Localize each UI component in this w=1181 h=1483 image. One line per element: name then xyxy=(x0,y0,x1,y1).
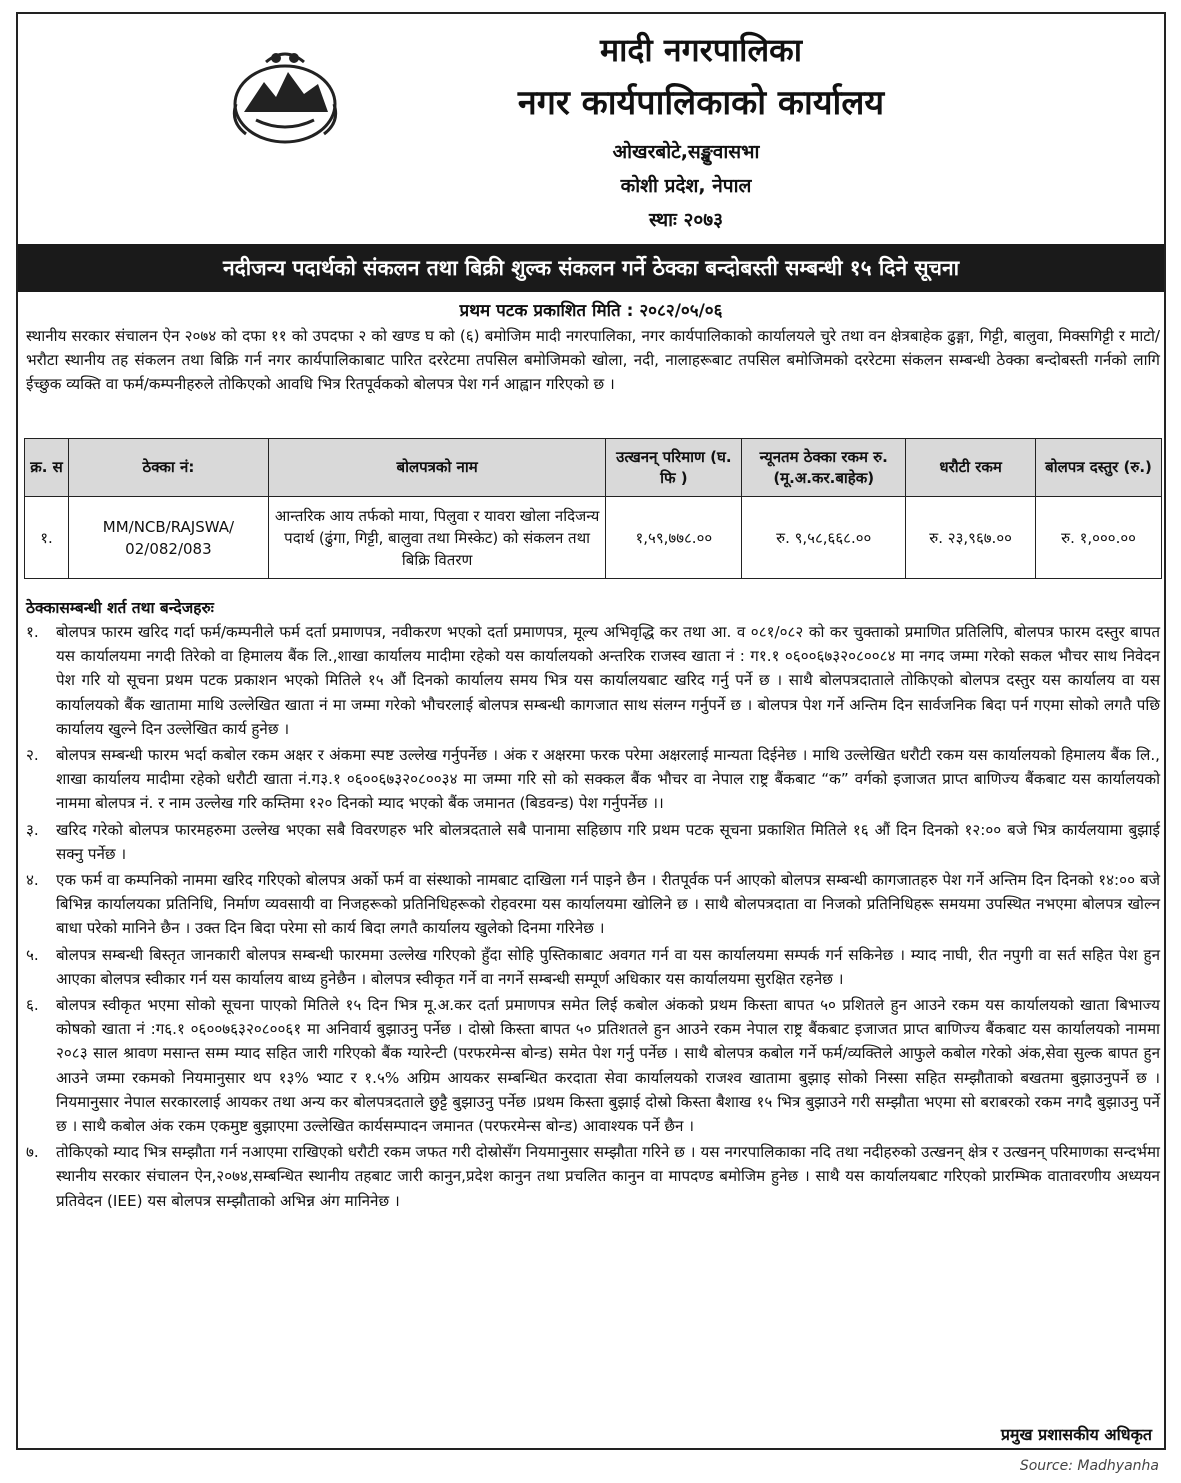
col-header-fee: बोलपत्र दस्तुर (रु.) xyxy=(1036,439,1162,497)
condition-number: ६. xyxy=(26,996,39,1015)
first-published-date: प्रथम पटक प्रकाशित मिति : २०८२/०५/०६ xyxy=(459,301,723,321)
list-item xyxy=(26,993,1160,1138)
condition-text: बोलपत्र फारम खरिद गर्दा फर्म/कम्पनीले फर्म दर्ता प्रमाणपत्र, नवीकरण भएको दर्ता प्रमाणपत्र, मूल्य अभिवृद्धि कर तथा आ. व ०८१/०८२ को कर चुक्ताको प्रमाणित प्रतिलिपि, बोलपत्र फारम दस्तुर बापत यस कार्यालयमा नगदी तिरेको वा हिमालय बैंक लि.,शाखा कार्यालय मादीमा रहेको यस कार्यालयको अन्तरिक राजस्व खाता नं : ग१.१ ०६००६७३२०८००८४ मा नगद जम्मा गरेको सकल भौचर साथ निवेदन पेश गरि यो सूचना प्रथम पटक प्रकाशन भएको मितिले १५ औं दिनको कार्यालय समय भित्र यस कार्यालयबाट खरिद गर्नु पर्ने छ । साथै बोलपत्रदाताले तोकिएको बोलपत्र दस्तुर यस कार्यालय वा यस कार्यालयको बैंक खातामा माथि उल्लेखित खाता नं मा जम्मा गरेको भौचरलाई बोलपत्र सम्बन्धी कागजात साथ संलग्न गर्नुपर्ने छ । बोलपत्र पेश गर्ने अन्तिम दिन सार्वजनिक बिदा पर्न गएमा सोको लगतै पछि कार्यालय खुल्ने दिन उल्लेखित कार्य हुनेछ । xyxy=(56,623,1160,738)
condition-number: १. xyxy=(26,623,39,641)
established-year: स्थाः २०७३ xyxy=(648,209,724,231)
col-header-deposit: धरौटी रकम xyxy=(906,439,1036,497)
tender-table xyxy=(24,438,1162,579)
col-header-quantity: उत्खनन् परिमाण (घ. फि ) xyxy=(606,439,742,497)
office-address: ओखरबोटे,सङ्खुवासभा xyxy=(612,141,760,163)
conditions-title: ठेक्कासम्बन्धी शर्त तथा बन्देजहरुः xyxy=(26,599,214,617)
list-item xyxy=(26,943,1160,991)
cell-quantity: १,५९,७७८.०० xyxy=(606,497,742,579)
cell-sn: १. xyxy=(25,497,69,579)
notice-title-banner: नदीजन्य पदार्थको संकलन तथा बिक्री शुल्क संकलन गर्ने ठेक्का बन्दोबस्ती सम्बन्धी १५ दिने सूचना xyxy=(18,244,1164,292)
cell-deposit: रु. २३,९६७.०० xyxy=(906,497,1036,579)
office-name: नगर कार्यपालिकाको कार्यालय xyxy=(517,83,885,123)
condition-text: तोकिएको म्याद भित्र सम्झौता गर्न नआएमा राखिएको धरौटी रकम जफत गरी दोस्रोसँग नियमानुसार सम्झौता गरिने छ । यस नगरपालिकाका नदि तथा नदीहरुको उत्खनन् क्षेत्र र उत्खनन् परिमाणका सन्दर्भमा स्थानीय सरकार संचालन ऐन,२०७४,सम्बन्धित स्थानीय तहबाट जारी कानुन,प्रदेश कानुन तथा प्रचलित कानुन वा मापदण्ड बमोजिम हुनेछ । साथै यस कार्यालयबाट गरिएको प्रारम्भिक वातावरणीय अध्ययन प्रतिवेदन (IEE) यस बोलपत्र सम्झौताको अभिन्न अंग मानिनेछ । xyxy=(56,1143,1160,1210)
condition-number: ७. xyxy=(26,1143,39,1162)
condition-text: बोलपत्र सम्बन्धी बिस्तृत जानकारी बोलपत्र सम्बन्धी फारममा उल्लेख गरिएको हुँदा सोहि पुस्तिकाबाट अवगत गर्न वा यस कार्यालयमा सम्पर्क गर्न सकिनेछ । म्याद नाघी, रीत नपुगी वा सर्त सहित पेश हुन आएका बोलपत्र स्वीकार गर्न यस कार्यालय बाध्य हुनेछैन । बोलपत्र स्वीकृत गर्ने वा नगर्ने सम्बन्धी सम्पूर्ण अधिकार यस कार्यालयमा सुरक्षित रहनेछ । xyxy=(56,945,1160,988)
list-item xyxy=(26,620,1160,741)
source-credit: Source: Madhyanha xyxy=(1019,1458,1159,1474)
list-item xyxy=(26,868,1160,941)
col-header-min-amount: न्यूनतम ठेक्का रकम रु. (मू.अ.कर.बाहेक) xyxy=(742,439,906,497)
list-item xyxy=(26,743,1160,816)
cell-fee: रु. १,०००.०० xyxy=(1036,497,1162,579)
condition-text: बोलपत्र स्वीकृत भएमा सोको सूचना पाएको मितिले १५ दिन भित्र मू.अ.कर दर्ता प्रमाणपत्र समेत लिई कबोल अंकको प्रथम किस्ता बापत ५० प्रशितले हुन आउने रकम यस कार्यालयको खाता बिभाज्य कोषको खाता नं :ग६.१ ०६००७६३२०८००६१ मा अनिवार्य बुझाउनु पर्नेछ । दोस्रो किस्ता बापत ५० प्रतिशतले हुन आउने रकम नेपाल राष्ट्र बैंकबाट इजाजत प्राप्त बाणिज्य बैंकबाट यस कार्यालयको नाममा २०८३ साल श्रावण मसान्त सम्म म्याद सहित जारी गरिएको बैंक ग्यारेन्टी (परफरमेन्स बोन्ड) समेत पेश गर्नु पर्नेछ । साथै बोलपत्र कबोल गर्ने फर्म/व्यक्तिले आफुले कबोल गरेको अंक,सेवा सुल्क बापत हुन आउने जम्मा रकमको नियमानुसार थप १३% भ्याट र १.५% अग्रिम आयकर सम्बन्धित करदाता सेवा कार्यालयको राजश्व खातामा बुझाइ सोको निस्सा सहित सम्झौताको बखतमा बुझाउनुपर्ने छ । नियमानुसार नेपाल सरकारलाई आयकर तथा अन्य कर बोलपत्रदताले छुट्टै बुझाउनु पर्नेछ ।प्रथम किस्ता बुझाई दोस्रो किस्ता बैशाख १५ भित्र बुझाउने गरी सम्झौता भएमा सो बराबरको रकम नगदै बुझाउनु पर्ने छ । साथै कबोल अंक रकम एकमुष्ट बुझाएमा उल्लेखित कार्यसम्पादन जमानत (परफरमेन्स बोन्ड) आवाश्यक पर्ने छैन । xyxy=(56,996,1160,1136)
municipality-name: मादी नगरपालिका xyxy=(599,31,803,69)
signature-line: प्रमुख प्रशासकीय अधिकृत xyxy=(1000,1425,1152,1444)
condition-number: ४. xyxy=(26,871,39,890)
col-header-sn: क्र. स xyxy=(25,439,69,497)
intro-paragraph: स्थानीय सरकार संचालन ऐन २०७४ को दफा ११ को उपदफा २ को खण्ड घ को (६) बमोजिम मादी नगरपालिका, नगर कार्यपालिकाको कार्यालयले चुरे तथा वन क्षेत्रबाहेक ढुङ्गा, गिट्टी, बालुवा, मिक्सगिट्टी र माटो/भरौटा स्थानीय तह संकलन तथा बिक्रि गर्न नगर कार्यपालिकाबाट पारित दररेटमा तपसिल बमोजिमको खोला, नदी, नालाहरूबाट तपसिल बमोजिमको दररेटमा संकलन सम्बन्धी ठेक्का बन्दोबस्ती गर्नको लागि ईच्छुक व्यक्ति वा फर्म/कम्पनीहरुले तोकिएको आवधि भित्र रितपूर्वकको बोलपत्र पेश गर्न आह्वान गरिएको छ । xyxy=(26,327,1160,393)
cell-tender-name: आन्तरिक आय तर्फको माया, पिलुवा र यावरा खोला नदिजन्य पदार्थ (ढुंगा, गिट्टी, बालुवा तथा मिस्केट) को संकलन तथा बिक्रि वितरण xyxy=(268,497,606,579)
list-item xyxy=(26,1140,1160,1213)
table-row xyxy=(25,497,1162,579)
condition-text: खरिद गरेको बोलपत्र फारमहरुमा उल्लेख भएका सबै विवरणहरु भरि बोलत्रदताले सबै पानामा सहिछाप गरि प्रथम पटक सूचना प्रकाशित मितिले १६ औं दिन दिनको १२:०० बजे भित्र कार्यलयामा बुझाई सक्नु पर्नेछ । xyxy=(56,820,1160,863)
col-header-contract-no: ठेक्का नं: xyxy=(68,439,268,497)
condition-number: ५. xyxy=(26,945,39,964)
condition-text: बोलपत्र सम्बन्धी फारम भर्दा कबोल रकम अक्षर र अंकमा स्पष्ट उल्लेख गर्नुपर्नेछ । अंक र अक्षरमा फरक परेमा अक्षरलाई मान्यता दिईनेछ । माथि उल्लेखित धरौटी रकम यस कार्यालयको हिमालय बैंक लि., शाखा कार्यालय मादीमा रहेको धरौटी खाता नं.ग३.१ ०६००६७३२०८००३४ मा जम्मा गरि सो को सक्कल बैंक भौचर वा नेपाल राष्ट्र बैंकबाट “क” वर्गको इजाजत प्राप्त बाणिज्य बैंकबाट यस कार्यालयको नाममा बोलपत्र नं. र नाम उल्लेख गरि कम्तिमा १२० दिनको म्याद भएको बैंक जमानत (बिडवन्ड) पेश गर्नुपर्नेछ ।। xyxy=(56,746,1160,813)
col-header-tender-name: बोलपत्रको नाम xyxy=(268,439,606,497)
cell-min-amount: रु. ९,५८,६६८.०० xyxy=(742,497,906,579)
list-item xyxy=(26,818,1160,866)
office-province: कोशी प्रदेश, नेपाल xyxy=(620,175,752,197)
table-header-row xyxy=(25,439,1162,497)
condition-text: एक फर्म वा कम्पनिको नाममा खरिद गरिएको बोलपत्र अर्को फर्म वा संस्थाको नामबाट दाखिला गर्न पाइने छैन । रीतपूर्वक पर्न आएको बोलपत्र सम्बन्धी कागजातहरु पेश गर्ने अन्तिम दिन दिनको १४:०० बजे बिभिन्न कार्यालयका प्रतिनिधि, निर्माण व्यवसायी वा निजहरूको प्रतिनिधिहरूको रोहवरमा यस कार्यालयमा खोलिने छ । साथै बोलपत्रदाता वा निजको प्रतिनिधिहरू समयमा उपस्थित नभएमा बोलपत्र खोल्न बाधा परेको मानिने छैन । उक्त दिन बिदा परेमा सो कार्य बिदा लगतै कार्यालय खुलेको दिनमा गरिनेछ । xyxy=(56,871,1160,938)
condition-number: २. xyxy=(26,746,39,765)
notice-frame xyxy=(16,12,1166,1450)
conditions-list xyxy=(26,620,1160,1215)
cell-contract-no: MM/NCB/RAJSWA/ 02/082/083 xyxy=(68,497,268,579)
condition-number: ३. xyxy=(26,820,39,839)
notice-header xyxy=(18,14,1164,244)
